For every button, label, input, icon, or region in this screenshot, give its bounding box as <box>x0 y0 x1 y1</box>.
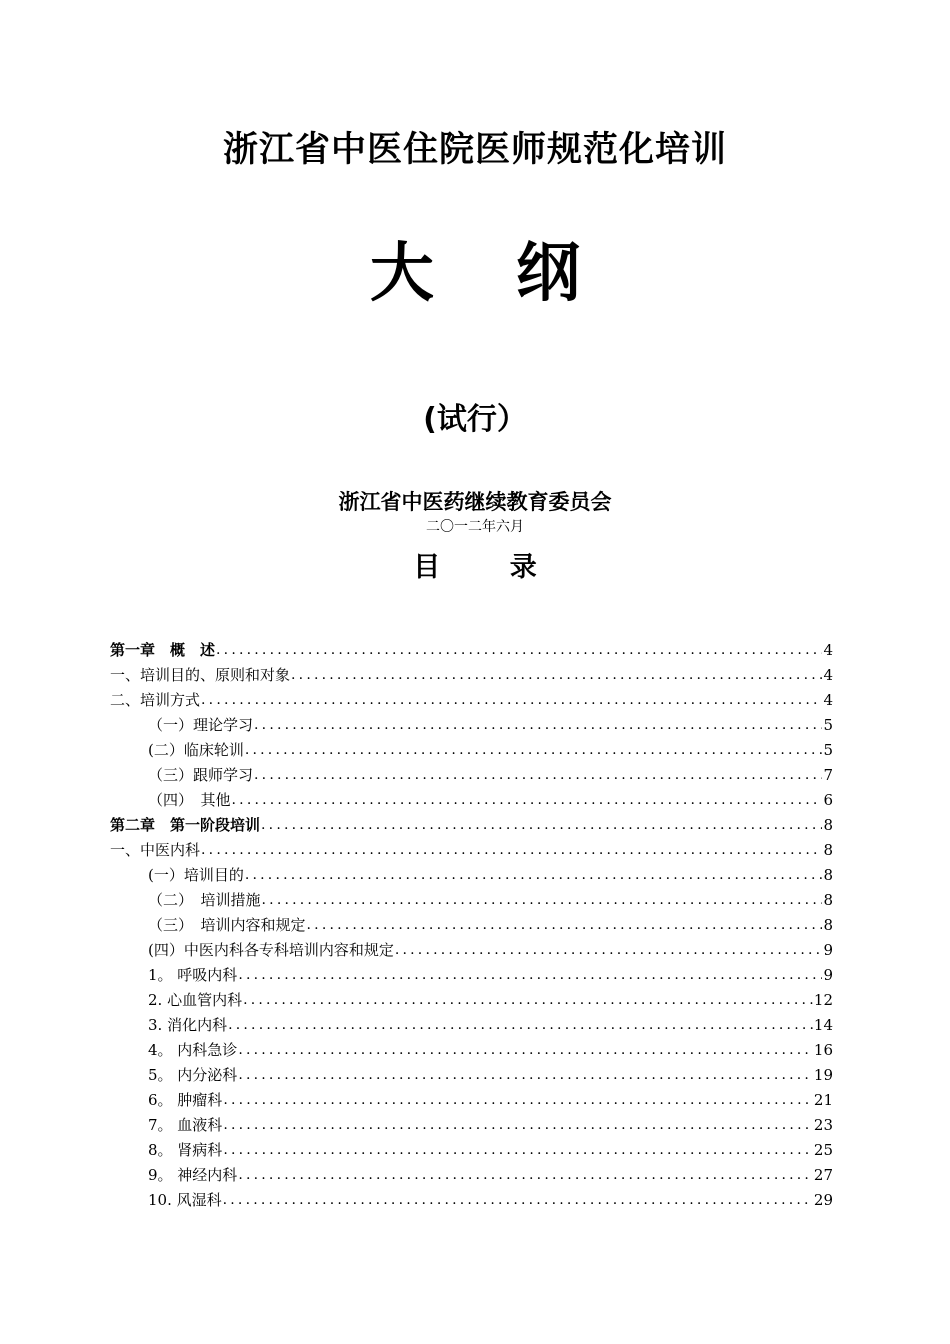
toc-entry[interactable] <box>110 1113 833 1138</box>
toc-entry-page: 12 <box>813 991 833 1009</box>
toc-leader-dots <box>291 663 822 688</box>
document-subtitle: 大 纲 <box>369 237 611 311</box>
toc-entry[interactable] <box>110 1063 833 1088</box>
toc-leader-dots <box>245 863 823 888</box>
toc-entry[interactable] <box>110 888 833 913</box>
toc-entry-label: 第一章 概 述 <box>110 641 216 659</box>
toc-entry-label: 4。 内科急诊 <box>148 1041 238 1059</box>
toc-entry-page: 29 <box>813 1191 833 1209</box>
toc-entry[interactable] <box>110 938 833 963</box>
toc-leader-dots <box>201 838 822 863</box>
toc-entry[interactable] <box>110 788 833 813</box>
toc-entry[interactable] <box>110 813 833 838</box>
toc-leader-dots <box>307 913 823 938</box>
toc-leader-dots <box>232 788 823 813</box>
toc-entry[interactable] <box>110 1188 833 1213</box>
toc-entry-label: 3. 消化内科 <box>148 1016 228 1034</box>
toc-entry[interactable] <box>110 738 833 763</box>
toc-leader-dots <box>223 1138 813 1163</box>
toc-entry-label: 二、培训方式 <box>110 691 201 709</box>
toc-entry[interactable] <box>110 838 833 863</box>
trial-note: (试行） <box>423 402 527 437</box>
toc-entry-label: (四）中医内科各专科培训内容和规定 <box>148 941 394 959</box>
toc-entry-page: 14 <box>813 1016 833 1034</box>
organization-name: 浙江省中医药继续教育委员会 <box>338 490 612 514</box>
toc-leader-dots <box>201 688 822 713</box>
table-of-contents <box>110 638 833 1213</box>
toc-entry-page: 4 <box>823 666 833 684</box>
toc-entry[interactable] <box>110 763 833 788</box>
toc-entry[interactable] <box>110 1163 833 1188</box>
toc-leader-dots <box>238 1038 813 1063</box>
toc-entry-page: 6 <box>823 791 833 809</box>
toc-entry-label: 9。 神经内科 <box>148 1166 238 1184</box>
toc-leader-dots <box>238 1163 813 1188</box>
toc-entry[interactable] <box>110 1088 833 1113</box>
toc-leader-dots <box>238 963 822 988</box>
toc-entry-label: （三）跟师学习 <box>148 766 254 784</box>
toc-leader-dots <box>245 738 823 763</box>
toc-leader-dots <box>223 1113 813 1138</box>
publication-date: 二〇一二年六月 <box>426 519 524 535</box>
toc-entry[interactable] <box>110 688 833 713</box>
toc-entry-page: 25 <box>813 1141 833 1159</box>
toc-entry[interactable] <box>110 1038 833 1063</box>
toc-leader-dots <box>395 938 823 963</box>
toc-leader-dots <box>223 1088 813 1113</box>
toc-entry[interactable] <box>110 988 833 1013</box>
toc-entry-label: （四） 其他 <box>148 791 231 809</box>
toc-leader-dots <box>238 1063 813 1088</box>
toc-entry-label: （二） 培训措施 <box>148 891 261 909</box>
toc-entry[interactable] <box>110 913 833 938</box>
toc-entry-page: 8 <box>823 916 833 934</box>
toc-entry-page: 8 <box>823 891 833 909</box>
toc-leader-dots <box>223 1188 813 1213</box>
toc-entry-page: 23 <box>813 1116 833 1134</box>
toc-entry-label: (二）临床轮训 <box>148 741 244 759</box>
toc-entry-page: 4 <box>823 691 833 709</box>
toc-leader-dots <box>243 988 813 1013</box>
toc-entry[interactable] <box>110 638 833 663</box>
toc-entry[interactable] <box>110 1013 833 1038</box>
toc-entry-label: 10. 风湿科 <box>148 1191 222 1209</box>
toc-entry-page: 8 <box>823 816 833 834</box>
toc-entry-page: 8 <box>823 841 833 859</box>
toc-entry-page: 5 <box>823 716 833 734</box>
toc-leader-dots <box>262 888 823 913</box>
toc-entry-label: (一）培训目的 <box>148 866 244 884</box>
toc-entry-page: 9 <box>823 966 833 984</box>
toc-leader-dots <box>216 638 822 663</box>
toc-leader-dots <box>261 813 822 838</box>
toc-entry-label: 2. 心血管内科 <box>148 991 243 1009</box>
toc-entry-label: （三） 培训内容和规定 <box>148 916 306 934</box>
toc-entry[interactable] <box>110 663 833 688</box>
toc-entry-label: （一）理论学习 <box>148 716 254 734</box>
document-title: 浙江省中医住院医师规范化培训 <box>222 130 727 170</box>
toc-entry-page: 9 <box>823 941 833 959</box>
toc-leader-dots <box>254 763 822 788</box>
toc-entry[interactable] <box>110 713 833 738</box>
toc-entry-page: 27 <box>813 1166 833 1184</box>
toc-entry[interactable] <box>110 863 833 888</box>
toc-entry-page: 5 <box>823 741 833 759</box>
toc-entry[interactable] <box>110 1138 833 1163</box>
toc-entry-page: 19 <box>813 1066 833 1084</box>
toc-entry-page: 8 <box>823 866 833 884</box>
toc-entry-page: 4 <box>823 641 833 659</box>
toc-leader-dots <box>254 713 822 738</box>
toc-heading: 目 录 <box>413 552 567 583</box>
toc-entry-label: 8。 肾病科 <box>148 1141 223 1159</box>
toc-entry-label: 7。 血液科 <box>148 1116 223 1134</box>
toc-entry-page: 7 <box>823 766 833 784</box>
toc-entry-label: 一、中医内科 <box>110 841 201 859</box>
toc-entry-label: 1。 呼吸内科 <box>148 966 238 984</box>
toc-entry-label: 5。 内分泌科 <box>148 1066 238 1084</box>
toc-leader-dots <box>228 1013 813 1038</box>
toc-entry-page: 21 <box>813 1091 833 1109</box>
toc-entry-page: 16 <box>813 1041 833 1059</box>
toc-entry-label: 第二章 第一阶段培训 <box>110 816 261 834</box>
toc-entry-label: 6。 肿瘤科 <box>148 1091 223 1109</box>
toc-entry-label: 一、培训目的、原则和对象 <box>110 666 291 684</box>
toc-entry[interactable] <box>110 963 833 988</box>
